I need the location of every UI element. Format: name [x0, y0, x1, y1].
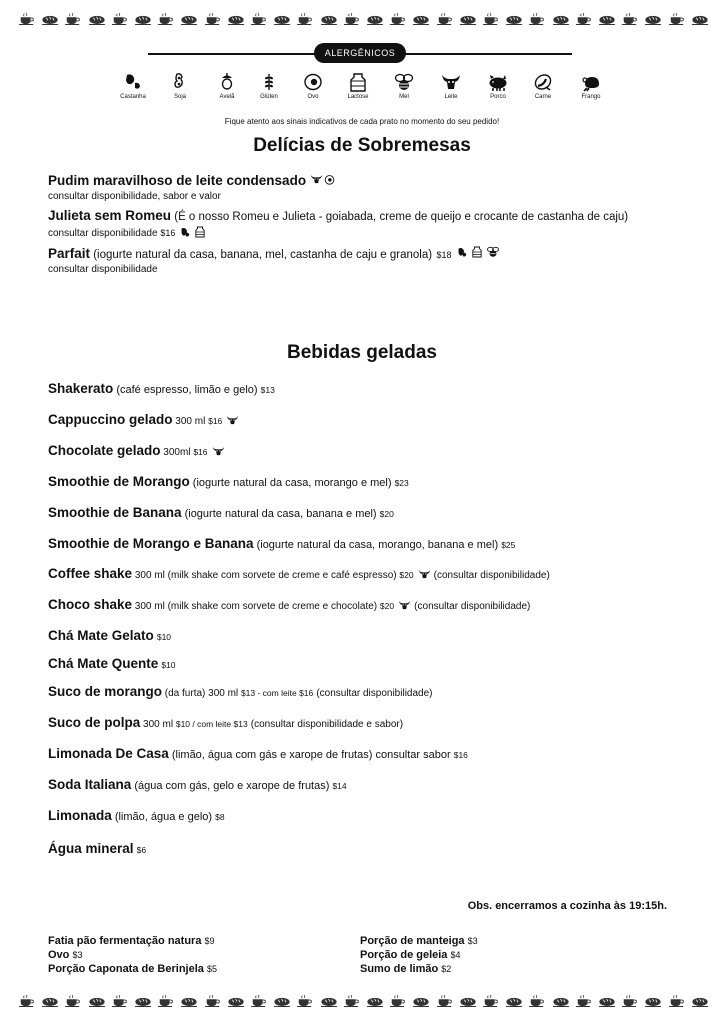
coffee-cup-icon	[250, 12, 268, 26]
drink-description: 300 ml (milk shake com sorvete de creme e café espresso)	[132, 570, 400, 581]
drink-name: Smoothie de Banana	[48, 505, 182, 520]
allergen-label: Leite	[444, 94, 458, 100]
drink-name: Cappuccino gelado	[48, 412, 173, 427]
drink-item	[48, 656, 176, 671]
drink-item	[48, 597, 530, 614]
allergen-label: Avelã	[219, 94, 235, 100]
allergen-porco	[475, 72, 521, 100]
bottom-decorative-border	[0, 994, 724, 1014]
bread-icon	[41, 12, 59, 26]
coffee-cup-icon	[64, 994, 82, 1008]
egg-icon	[324, 172, 335, 190]
coffee-cup-icon	[111, 12, 129, 26]
coffee-cup-icon	[111, 994, 129, 1008]
extra-item	[360, 934, 478, 948]
allergen-label: Ovo	[307, 94, 319, 100]
drink-price: $23	[394, 478, 409, 488]
bread-icon	[366, 12, 384, 26]
allergen-lactose	[335, 72, 381, 100]
bread-icon	[320, 994, 338, 1008]
dessert-availability: consultar disponibilidade	[48, 264, 158, 276]
coffee-cup-icon	[204, 994, 222, 1008]
drink-description: 300 ml (milk shake com sorvete de creme e chocolate)	[132, 601, 380, 612]
dessert-description: (É o nosso Romeu e Julieta - goiabada, creme de queijo e crocante de castanha de caju)	[171, 211, 629, 223]
allergen-label: Carne	[534, 94, 552, 100]
extra-price: $2	[441, 964, 452, 974]
coffee-cup-icon	[528, 994, 546, 1008]
peanut-soy-icon	[170, 72, 190, 92]
drink-price: $25	[501, 540, 516, 550]
coffee-cup-icon	[668, 994, 686, 1008]
coffee-cup-icon	[482, 12, 500, 26]
dessert-name: Julieta sem Romeu	[48, 208, 172, 223]
coffee-cup-icon	[436, 994, 454, 1008]
bread-icon	[598, 12, 616, 26]
lactose-icon	[195, 226, 205, 241]
drink-note: (consultar disponibilidade e sabor)	[250, 719, 404, 730]
drink-price-2: $13	[233, 719, 248, 729]
drink-description: 300ml	[160, 447, 194, 458]
extra-name: Porção de geleia	[360, 949, 451, 961]
drink-name: Chá Mate Quente	[48, 656, 159, 671]
drink-price: $13	[260, 385, 275, 395]
drink-description: (iogurte natural da casa, morango e mel)	[189, 477, 395, 489]
allergen-avelã	[204, 72, 250, 100]
drink-item	[48, 505, 394, 520]
allergen-label: Soja	[173, 94, 186, 100]
dessert-name: Pudim maravilhoso de leite condensado	[48, 173, 307, 189]
coffee-cup-icon	[343, 994, 361, 1008]
drink-description: (café espresso, limão e gelo)	[113, 384, 261, 396]
drink-description: (limão, água com gás e xarope de frutas) consultar sabor	[168, 749, 454, 761]
bread-icon	[88, 994, 106, 1008]
bread-icon	[459, 12, 477, 26]
bread-icon	[180, 994, 198, 1008]
milk-icon	[212, 445, 225, 460]
coffee-cup-icon	[18, 12, 36, 26]
allergen-label: Mel	[399, 94, 409, 100]
coffee-cup-icon	[528, 12, 546, 26]
drink-price: $20	[399, 570, 414, 580]
drink-description: (limão, água e gelo)	[111, 811, 216, 823]
extra-name: Sumo de limão	[360, 963, 442, 975]
extras-left	[48, 934, 217, 976]
bread-icon	[227, 12, 245, 26]
extra-item	[48, 962, 217, 976]
nut-icon	[179, 226, 191, 241]
coffee-cup-icon	[250, 994, 268, 1008]
allergen-castanha	[110, 72, 156, 100]
coffee-cup-icon	[621, 994, 639, 1008]
drink-item	[48, 684, 433, 699]
milk-icon	[310, 172, 323, 190]
allergen-mel	[381, 72, 427, 100]
bread-icon	[88, 12, 106, 26]
bread-icon	[273, 994, 291, 1008]
drink-name: Smoothie de Morango e Banana	[48, 536, 254, 551]
desserts-title: Delícias de Sobremesas	[253, 135, 471, 156]
drink-name: Suco de polpa	[48, 715, 141, 730]
drink-note: (consultar disponibilidade)	[414, 601, 531, 612]
bread-icon	[644, 12, 662, 26]
drink-name: Água mineral	[48, 841, 134, 856]
cashew-icon	[123, 72, 143, 92]
extra-name: Fatia pão fermentação natura	[48, 935, 205, 947]
drink-name: Chá Mate Gelato	[48, 628, 154, 643]
coffee-cup-icon	[621, 12, 639, 26]
bread-icon	[459, 994, 477, 1008]
allergens-notice: Fique atento aos sinais indicativos de cada prato no momento do seu pedido!	[224, 117, 500, 126]
bread-icon	[273, 12, 291, 26]
drink-item	[48, 841, 146, 856]
allergen-leite	[428, 72, 474, 100]
extra-name: Ovo	[48, 949, 73, 961]
extra-item	[48, 948, 217, 962]
milk-cow-icon	[441, 72, 461, 92]
top-decorative-border	[0, 12, 724, 32]
bread-icon	[366, 994, 384, 1008]
drink-note: (consultar disponibilidade)	[433, 570, 550, 581]
coffee-cup-icon	[64, 12, 82, 26]
allergens-header	[148, 43, 572, 65]
extra-price: $9	[204, 936, 215, 946]
drink-price: $13	[240, 688, 256, 698]
allergen-carne	[520, 72, 566, 100]
drink-description: (iogurte natural da casa, banana e mel)	[181, 508, 380, 520]
allergens-title: ALERGÊNICOS	[314, 43, 406, 63]
extra-item	[360, 948, 478, 962]
bread-icon	[320, 12, 338, 26]
drink-name: Limonada De Casa	[48, 746, 169, 761]
drink-price: $6	[136, 845, 147, 855]
meat-icon	[533, 72, 553, 92]
drink-name: Choco shake	[48, 597, 133, 612]
lactose-carton-icon	[348, 72, 368, 92]
drink-price: $16	[208, 416, 223, 426]
bread-icon	[134, 994, 152, 1008]
drink-price: $16	[453, 750, 468, 760]
extra-price: $3	[467, 936, 478, 946]
drink-item	[48, 474, 409, 489]
drink-note: (consultar disponibilidade)	[316, 688, 433, 699]
bread-icon	[552, 994, 570, 1008]
extra-name: Porção de manteiga	[360, 935, 468, 947]
drink-price: $16	[193, 447, 208, 457]
drink-description: 300 ml	[140, 719, 176, 730]
coffee-cup-icon	[389, 994, 407, 1008]
bread-icon	[691, 994, 709, 1008]
drink-price: $8	[215, 812, 225, 822]
bread-icon	[227, 994, 245, 1008]
drink-item	[48, 412, 239, 429]
milk-icon	[226, 414, 239, 429]
drink-description: (da furta) 300 ml	[162, 688, 241, 699]
dessert-price: $16	[160, 228, 176, 239]
allergen-label: Lactose	[347, 94, 369, 100]
allergen-label: Porco	[490, 94, 506, 100]
drink-description: (água com gás, gelo e xarope de frutas)	[131, 780, 333, 792]
coffee-cup-icon	[575, 994, 593, 1008]
drink-name: Limonada	[48, 808, 112, 823]
milk-icon	[418, 568, 431, 583]
drink-item	[48, 628, 171, 643]
allergen-glúten	[246, 72, 292, 100]
drink-name: Soda Italiana	[48, 777, 132, 792]
allergen-label: Castanha	[120, 94, 146, 100]
bread-icon	[552, 12, 570, 26]
coffee-cup-icon	[18, 994, 36, 1008]
extra-price: $5	[206, 964, 217, 974]
allergen-soja	[157, 72, 203, 100]
coffee-cup-icon	[575, 12, 593, 26]
drink-price: $10	[156, 632, 172, 642]
coffee-cup-icon	[296, 12, 314, 26]
coffee-cup-icon	[204, 12, 222, 26]
coffee-cup-icon	[157, 12, 175, 26]
extra-item	[48, 934, 217, 948]
drinks-title: Bebidas geladas	[287, 342, 437, 363]
drink-price: $10	[161, 660, 176, 670]
drink-item	[48, 381, 275, 396]
hazelnut-icon	[217, 72, 237, 92]
drink-price: $10	[175, 719, 191, 729]
drink-price: $14	[332, 781, 347, 791]
allergen-label: Frango	[581, 94, 601, 100]
drink-price: $20	[379, 509, 394, 519]
drink-extra: / com leite	[190, 719, 234, 729]
dessert-availability: consultar disponibilidade	[48, 228, 158, 240]
coffee-cup-icon	[157, 994, 175, 1008]
coffee-cup-icon	[343, 12, 361, 26]
extra-price: $3	[72, 950, 83, 960]
coffee-cup-icon	[389, 12, 407, 26]
drink-price-2: $16	[299, 688, 314, 698]
bread-icon	[41, 994, 59, 1008]
drink-name: Coffee shake	[48, 566, 133, 581]
bread-icon	[598, 994, 616, 1008]
drink-item	[48, 715, 403, 730]
bread-icon	[644, 994, 662, 1008]
chicken-icon	[581, 72, 601, 92]
coffee-cup-icon	[436, 12, 454, 26]
bread-icon	[412, 12, 430, 26]
allergen-ovo	[290, 72, 336, 100]
dessert-name: Parfait	[48, 246, 91, 262]
dessert-availability: consultar disponibilidade, sabor e valor	[48, 191, 221, 203]
drink-item	[48, 566, 550, 583]
bread-icon	[691, 12, 709, 26]
drink-name: Suco de morango	[48, 684, 163, 699]
gluten-wheat-icon	[259, 72, 279, 92]
drink-item	[48, 443, 225, 460]
bread-icon	[505, 994, 523, 1008]
allergen-frango	[568, 72, 614, 100]
bread-icon	[505, 12, 523, 26]
extras-right	[360, 934, 478, 976]
drink-item	[48, 808, 225, 823]
allergen-label: Glúten	[260, 94, 278, 100]
dessert-item	[48, 172, 335, 202]
drink-item	[48, 777, 347, 792]
drink-description: (iogurte natural da casa, morango, banana e mel)	[253, 539, 502, 551]
dessert-item	[48, 245, 500, 275]
dessert-description: (iogurte natural da casa, banana, mel, castanha de caju e granola)	[90, 249, 433, 262]
drink-price: $20	[379, 601, 395, 611]
nut-icon	[456, 245, 468, 263]
dessert-item	[48, 207, 628, 241]
bread-icon	[134, 12, 152, 26]
coffee-cup-icon	[482, 994, 500, 1008]
honey-icon	[486, 245, 500, 263]
honey-bee-icon	[394, 72, 414, 92]
drink-name: Chocolate gelado	[48, 443, 161, 458]
milk-icon	[398, 599, 411, 614]
coffee-cup-icon	[296, 994, 314, 1008]
extra-price: $4	[450, 950, 461, 960]
drink-item	[48, 536, 515, 551]
dessert-price: $18	[436, 250, 452, 261]
bread-icon	[180, 12, 198, 26]
kitchen-closing-note: Obs. encerramos a cozinha às 19:15h.	[467, 900, 667, 912]
drink-item	[48, 746, 468, 761]
egg-icon	[303, 72, 323, 92]
drink-name: Smoothie de Morango	[48, 474, 190, 489]
drink-description: 300 ml	[172, 416, 209, 427]
extra-item	[360, 962, 478, 976]
coffee-cup-icon	[668, 12, 686, 26]
pork-pig-icon	[488, 72, 508, 92]
bread-icon	[412, 994, 430, 1008]
drink-extra: - com leite	[255, 688, 300, 698]
drink-name: Shakerato	[48, 381, 114, 396]
lactose-icon	[472, 245, 482, 263]
extra-name: Porção Caponata de Berinjela	[48, 963, 207, 975]
